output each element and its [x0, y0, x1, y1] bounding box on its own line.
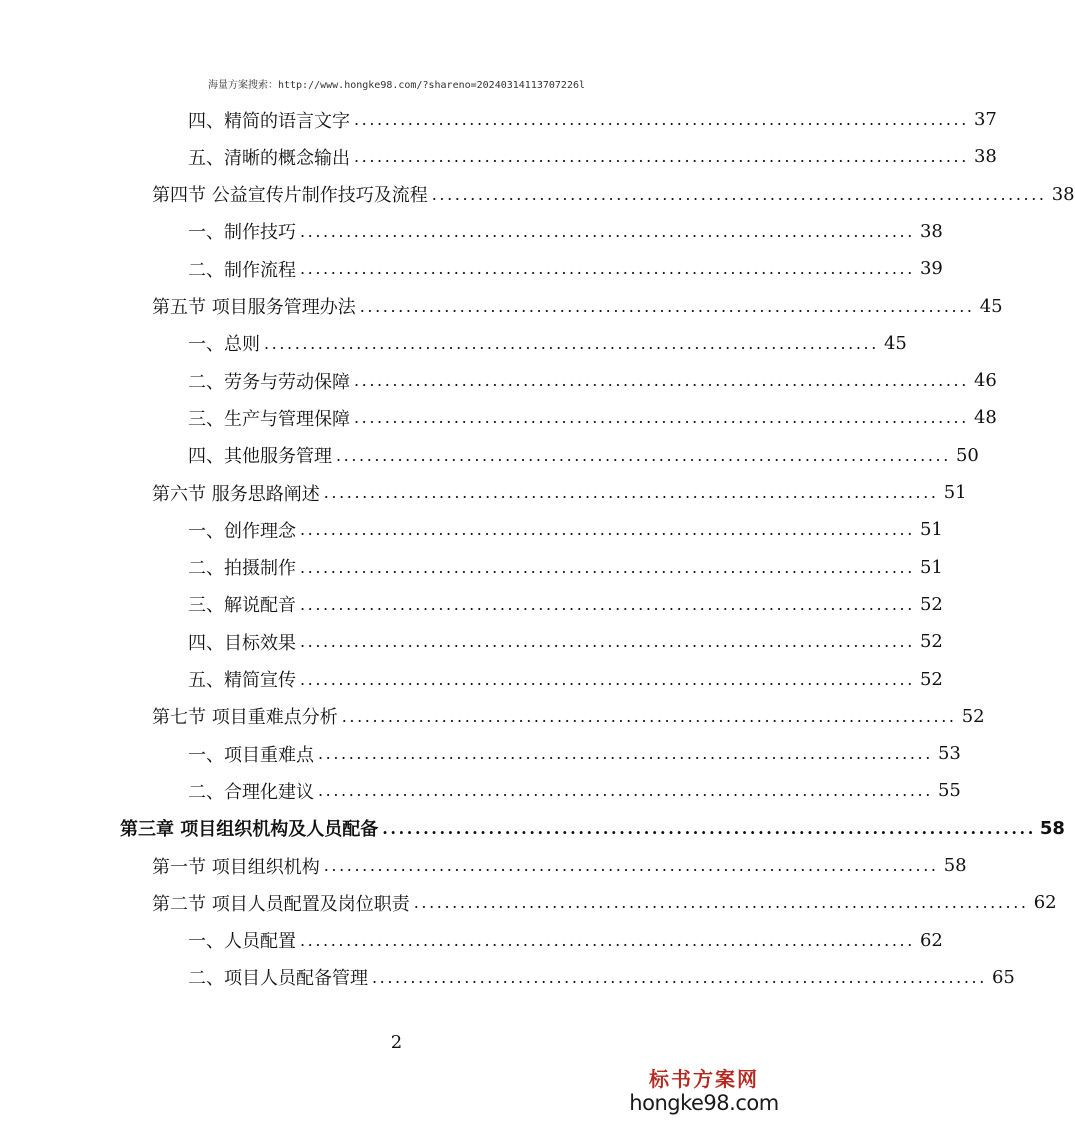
toc-entry-page-number: 53 — [937, 743, 961, 765]
toc-subsection-entry[interactable] — [188, 623, 943, 660]
toc-entry-page-number: 37 — [973, 109, 997, 130]
toc-entry-label: 四、精简的语言文字 — [188, 110, 350, 132]
toc-section-entry[interactable] — [152, 288, 1003, 325]
toc-subsection-entry[interactable] — [188, 362, 997, 399]
toc-subsection-entry[interactable] — [188, 959, 1015, 996]
toc-section-entry[interactable] — [152, 474, 967, 511]
toc-entry-page-number: 52 — [919, 631, 943, 653]
toc-entry-label: 一、人员配置 — [188, 931, 296, 953]
toc-dot-leader: ................................................................................ — [359, 296, 975, 316]
toc-entry-label: 第七节 项目重难点分析 — [152, 707, 338, 729]
toc-entry-label: 四、其他服务管理 — [188, 446, 332, 468]
toc-entry-label: 一、制作技巧 — [188, 222, 296, 244]
toc-entry-label: 第六节 服务思路阐述 — [152, 483, 320, 505]
toc-section-entry[interactable] — [152, 884, 1057, 921]
toc-entry-page-number: 58 — [1039, 817, 1065, 839]
toc-dot-leader: ................................................................................ — [300, 594, 915, 614]
toc-entry-label: 一、项目重难点 — [188, 744, 314, 766]
toc-entry-page-number: 45 — [979, 295, 1003, 317]
toc-dot-leader: ................................................................................ — [431, 184, 1047, 204]
toc-entry-label: 第二节 项目人员配置及岗位职责 — [152, 893, 410, 915]
page-header-url: 海量方案搜索：http://www.hongke98.com/?shareno=20240314113707226l — [207, 80, 586, 91]
toc-entry-label: 二、拍摄制作 — [188, 558, 296, 580]
toc-entry-label: 第四节 公益宣传片制作技巧及流程 — [152, 185, 428, 207]
watermark-text-cn: 标书方案网 — [649, 1067, 759, 1091]
toc-entry-label: 四、目标效果 — [188, 632, 296, 654]
toc-entry-page-number: 50 — [955, 444, 979, 466]
toc-entry-page-number: 45 — [883, 332, 907, 354]
toc-entry-page-number: 51 — [943, 482, 967, 503]
toc-dot-leader: ................................................................................ — [413, 893, 1029, 913]
toc-entry-page-number: 38 — [1051, 183, 1075, 205]
toc-entry-label: 一、总则 — [188, 334, 260, 356]
toc-chapter-entry[interactable] — [120, 810, 1065, 847]
toc-entry-label: 五、清晰的概念输出 — [188, 147, 350, 169]
toc-entry-page-number: 51 — [919, 519, 943, 541]
toc-entry-page-number: 58 — [943, 855, 967, 876]
toc-subsection-entry[interactable] — [188, 250, 943, 287]
toc-entry-page-number: 55 — [937, 780, 961, 802]
toc-entry-page-number: 65 — [991, 966, 1015, 988]
toc-entry-page-number: 39 — [919, 258, 943, 280]
toc-subsection-entry[interactable] — [188, 101, 997, 138]
toc-subsection-entry[interactable] — [188, 138, 997, 175]
toc-dot-leader: ................................................................................ — [354, 371, 969, 391]
toc-dot-leader: ................................................................................ — [323, 856, 939, 875]
toc-subsection-entry[interactable] — [188, 549, 943, 586]
toc-entry-label: 第五节 项目服务管理办法 — [152, 297, 356, 318]
toc-entry-label: 二、合理化建议 — [188, 781, 314, 803]
toc-subsection-entry[interactable] — [188, 511, 943, 548]
toc-entry-label: 二、劳务与劳动保障 — [188, 371, 350, 393]
toc-entry-page-number: 38 — [973, 146, 997, 168]
toc-dot-leader: ................................................................................ — [318, 744, 933, 764]
toc-subsection-entry[interactable] — [188, 922, 943, 959]
toc-dot-leader: ................................................................................ — [354, 147, 969, 167]
toc-section-entry[interactable] — [152, 847, 967, 884]
toc-entry-page-number: 52 — [961, 705, 985, 727]
toc-dot-leader: ................................................................................ — [354, 408, 969, 428]
toc-subsection-entry[interactable] — [188, 399, 997, 436]
toc-entry-label: 五、精简宣传 — [188, 670, 296, 691]
toc-entry-label: 第三章 项目组织机构及人员配备 — [120, 819, 379, 841]
toc-dot-leader: ................................................................................ — [300, 632, 915, 652]
toc-dot-leader: ................................................................................ — [264, 333, 879, 353]
toc-subsection-entry[interactable] — [188, 325, 907, 362]
toc-dot-leader: ................................................................................ — [323, 483, 939, 502]
toc-entry-page-number: 62 — [919, 929, 943, 951]
toc-dot-leader: ................................................................................ — [300, 259, 915, 279]
toc-dot-leader: ................................................................................ — [382, 818, 1036, 838]
toc-entry-label: 三、解说配音 — [188, 595, 296, 617]
toc-entry-label: 第一节 项目组织机构 — [152, 856, 320, 878]
toc-entry-page-number: 52 — [919, 593, 943, 615]
toc-dot-leader: ................................................................................ — [372, 967, 987, 987]
toc-dot-leader: ................................................................................ — [300, 221, 915, 241]
toc-dot-leader: ................................................................................ — [300, 520, 915, 540]
toc-subsection-entry[interactable] — [188, 586, 943, 623]
toc-subsection-entry[interactable] — [188, 735, 961, 772]
toc-entry-page-number: 52 — [919, 668, 943, 690]
toc-dot-leader: ................................................................................ — [354, 110, 969, 129]
toc-subsection-entry[interactable] — [188, 661, 943, 698]
toc-subsection-entry[interactable] — [188, 437, 979, 474]
toc-entry-label: 一、创作理念 — [188, 520, 296, 542]
watermark-text-en: hongke98.com — [629, 1091, 779, 1115]
toc-entry-page-number: 38 — [919, 220, 943, 242]
toc-dot-leader: ................................................................................ — [300, 669, 915, 689]
toc-entry-page-number: 48 — [973, 407, 997, 429]
toc-dot-leader: ................................................................................ — [336, 445, 951, 465]
toc-entry-page-number: 46 — [973, 370, 997, 392]
toc-dot-leader: ................................................................................ — [318, 781, 933, 801]
toc-entry-page-number: 62 — [1033, 892, 1057, 914]
toc-subsection-entry[interactable] — [188, 213, 943, 250]
toc-section-entry[interactable] — [152, 698, 985, 735]
watermark-logo — [629, 1067, 779, 1115]
toc-dot-leader: ................................................................................ — [300, 930, 915, 950]
toc-entry-label: 三、生产与管理保障 — [188, 408, 350, 430]
toc-entry-page-number: 51 — [919, 556, 943, 578]
toc-dot-leader: ................................................................................ — [341, 706, 957, 726]
toc-entry-label: 二、制作流程 — [188, 259, 296, 281]
toc-subsection-entry[interactable] — [188, 772, 961, 809]
toc-section-entry[interactable] — [152, 176, 1075, 213]
toc-dot-leader: ................................................................................ — [300, 557, 915, 577]
page-number: 2 — [390, 1032, 403, 1053]
toc-entry-label: 二、项目人员配备管理 — [188, 968, 368, 990]
